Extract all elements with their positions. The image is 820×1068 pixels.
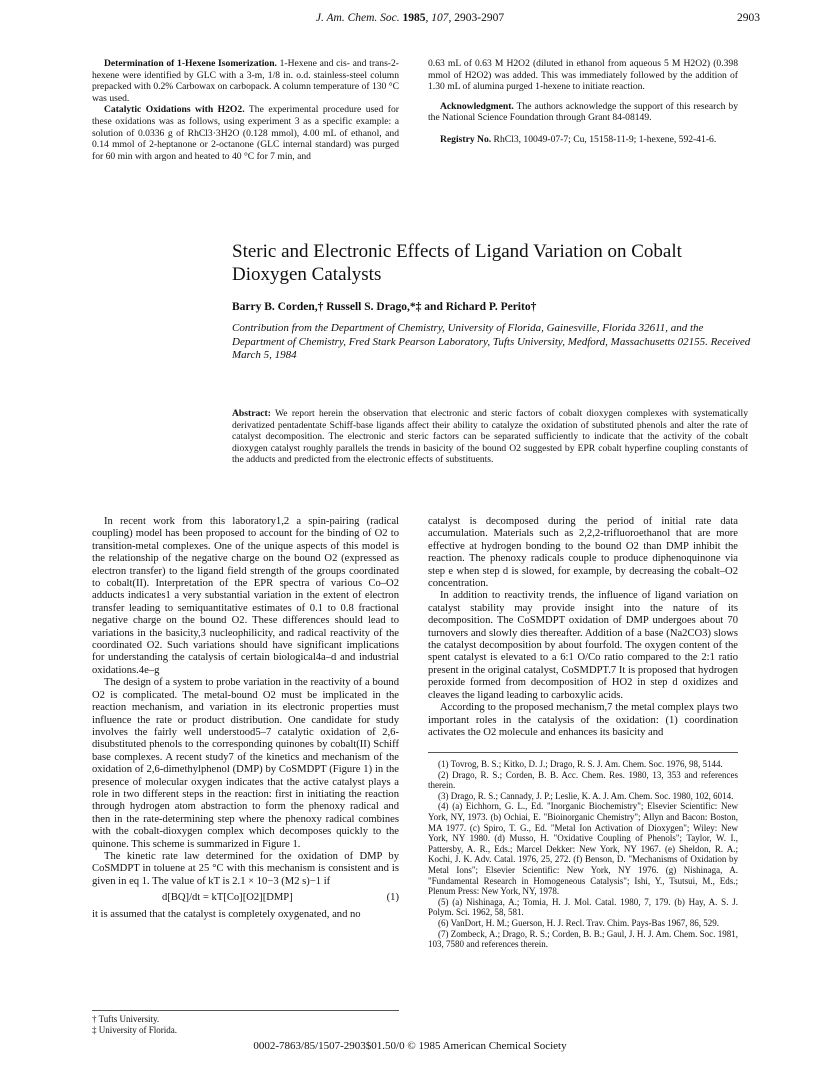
article-title: Steric and Electronic Effects of Ligand Variation on Cobalt Dioxygen Catalysts <box>232 241 682 285</box>
acknowledgment <box>428 101 738 124</box>
paragraph: it is assumed that the catalyst is completely oxygenated, and no <box>92 908 361 920</box>
reference-item: (6) VanDort, H. M.; Guerson, H. J. Recl. Trav. Chim. Pays-Bas 1967, 86, 529. <box>438 917 719 928</box>
abstract <box>232 408 748 466</box>
paragraph <box>92 104 399 162</box>
journal-citation: J. Am. Chem. Soc. 1985, 107, 2903-2907 <box>315 12 505 24</box>
references <box>428 752 738 950</box>
section-heading: Registry No. <box>440 133 492 145</box>
paragraph-text: The authors acknowledge the support of this research by the National Science Foundation through Grant 84-08149. <box>428 100 738 124</box>
paragraph-text: The experimental procedure used for these oxidations was as follows, using experiment 3 as a specific example: a solution of 0.0336 g of RhCl3·3H2O (0.128 mmol), 4.00 mL of ethanol, and 0.14 mmol of 2-heptanone or 2-octanone (GLC internal standard) was purged for 60 min with argon and heated to 40 °C for 7 min, and <box>92 104 399 162</box>
registry-numbers <box>428 134 738 146</box>
running-head <box>0 12 820 28</box>
section-heading: Acknowledgment. <box>440 100 514 112</box>
paragraph <box>92 58 399 104</box>
affiliation: Contribution from the Department of Chemistry, University of Florida, Gainesville, Florida 32611, and the Department of Chemistry, Fred Stark Pearson Laboratory, Tufts University, Medford, Massachusetts 02155. Received March 5, 1984 <box>232 322 751 361</box>
paragraph-text: 1-Hexene and cis- and trans-2-hexene were identified by GLC with a 3-m, 1/8 in. o.d. stainless-steel column prepacked with 0.2% Carbowax on carbopack. A column temperature of 130 °C was used. <box>92 58 399 104</box>
paragraph: The kinetic rate law determined for the oxidation of DMP by CoSMDPT in toluene at 25 °C with this mechanism is consistent and is given in eq 1. The value of kT is 2.1 × 10−3 (M2 s)−1 if <box>92 850 399 887</box>
body-right-column <box>428 516 738 739</box>
paragraph: 0.63 mL of 0.63 M H2O2 (diluted in ethanol from aqueous 5 M H2O2) (0.398 mmol of H2O2) was added. This was immediately followed by the addition of 1.30 mL of alumina purged 1-hexene to initiate reaction. <box>428 58 738 93</box>
equation-number: (1) <box>386 892 399 904</box>
reference-item: (5) (a) Nishinaga, A.; Tomia, H. J. Mol. Catal. 1980, 7, 179. (b) Hay, A. S. J. Polym. Sci. 1962, 58, 581. <box>428 896 738 918</box>
author-list: Barry B. Corden,† Russell S. Drago,*‡ and Richard P. Perito† <box>232 301 537 313</box>
equation-expression: d[BQ]/dt = kT[Co][O2][DMP] <box>162 892 293 904</box>
reference-item: (3) Drago, R. S.; Cannady, J. P.; Leslie, K. A. J. Am. Chem. Soc. 1980, 102, 6014. <box>438 790 734 801</box>
paragraph: According to the proposed mechanism,7 the metal complex plays two important roles in the catalysis of the oxidation: (1) coordination activates the O2 molecule and enhances its basicity and <box>428 702 738 738</box>
author-footnotes <box>92 1010 399 1035</box>
paragraph: The design of a system to probe variation in the reactivity of a bound O2 is complicated. The metal-bound O2 must be implicated in the reaction mechanism, and variation in its electronic properties must influence the rate or product distribution. One candidate for study involves the fairly well understood5–7 catalytic oxidation of 2,6-disubstituted phenols to the corresponding quinones by cobalt(II) Schiff base complexes. A recent study7 of the kinetics and mechanism of the oxidation of 2,6-dimethylphenol (DMP) by CoSMDPT (Figure 1) in the presence of molecular oxygen indicates that the active catalyst plays a role in two different steps in the reaction: first in initiating the reaction through hydrogen atom abstraction to form the phenoxy radical and then in the rate-determining step where the phenoxy radical combines with the cobalt-dioxygen complex which decomposes quickly to the quinone. This scheme is summarized in Figure 1. <box>92 677 399 850</box>
abstract-text: We report herein the observation that electronic and steric factors of cobalt dioxygen complexes with systematically derivatized pentadentate Schiff-base ligands affect their ability to catalyze the oxidation of substituted phenols and alter the rate of catalyst decomposition. The electronic and steric factors can be separated sufficiently to indicate that the activity of the cobalt dioxygen catalyst roughly parallels the trends in basicity of the bound O2 suggested by EPR cobalt hyperfine coupling constants of the adducts and predicted from the electronic effects of substituents. <box>232 408 748 466</box>
reference-item: (4) (a) Eichhorn, G. L., Ed. "Inorganic Biochemistry"; Elsevier Scientific: New York, NY, 1973. (b) Ochiai, E. "Bioinorganic Chemistry"; Allyn and Bacon: Boston, MA 1977. (c) Spiro, T. G., Ed. "Metal Ion Activation of Dioxygen"; Wiley: New York, NY 1980. (d) Musso, H. "Oxidative Coupling of Phenols"; Taylor, W. I., Pattersby, A. R., Eds.; Marcel Dekker: New York, NY 1967. (e) Sheldon, R. A.; Kochi, J. K. Adv. Catal. 1976, 25, 272. (f) Benson, D. "Mechanisms of Oxidation by Metal Ions"; Elsevier Scientific: New York, NY 1976. (g) Nishinaga, A. "Fundamental Research in Homogeneous Catalysis"; Ishi, Y., Tsutsui, M., Eds.; Plenum Press: New York, NY, 1978. <box>428 801 738 897</box>
paragraph-text: RhCl3, 10049-07-7; Cu, 15158-11-9; 1-hexene, 592-41-6. <box>491 133 717 145</box>
section-heading: Determination of 1-Hexene Isomerization. <box>104 58 277 69</box>
previous-article-left-column <box>92 58 399 162</box>
paragraph: catalyst is decomposed during the period of initial rate data accumulation. Materials such as 2,2,2-trifluoroethanol that are more effective at hydrogen bonding to the bound O2 than DMP inhibit the reaction. The phenoxy radicals couple to produce diphenoquinone via step e when step d is slowed, for example, by decreasing the cobalt–O2 concentration. <box>428 516 738 590</box>
section-heading: Catalytic Oxidations with H2O2. <box>104 104 245 116</box>
journal-pages: 2903-2907 <box>454 12 505 24</box>
paragraph: In recent work from this laboratory1,2 a spin-pairing (radical coupling) model has been proposed to account for the binding of O2 to transition-metal complexes. One of the unique aspects of this model is the relationship of the negative charge on the bound O2 (expressed as electron transfer) to the ligand field strength of the groups coordinated to cobalt(II). Interpretation of the EPR spectra of various Co–O2 adducts indicates1 a very substantial variation in the extent of electron transfer leading to semiquantitative estimates of 0.1 to 0.8 fractional negative charge on the bound O2. These differences should lead to variations in the basicity,3 nucleophilicity, and radical reactivity of the coordinated O2. Such variations should have significant implications for understanding the catalysis of certain biological4a–d and industrial oxidations.4e–g <box>92 516 399 676</box>
journal-volume: 107, <box>431 12 452 24</box>
journal-name: J. Am. Chem. Soc. <box>315 12 400 24</box>
journal-year: 1985 <box>402 12 426 24</box>
equation <box>162 892 399 904</box>
article-header <box>232 240 752 363</box>
reference-item: (2) Drago, R. S.; Corden, B. B. Acc. Chem. Res. 1980, 13, 353 and references therein. <box>428 769 738 791</box>
body-left-column <box>92 516 399 921</box>
copyright-footer: 0002-7863/85/1507-2903$01.50/0 © 1985 American Chemical Society <box>253 1040 567 1052</box>
page-number: 2903 <box>737 12 760 24</box>
footnote-item: ‡ University of Florida. <box>92 1024 177 1035</box>
reference-item: (1) Tovrog, B. S.; Kitko, D. J.; Drago, R. S. J. Am. Chem. Soc. 1976, 98, 5144. <box>438 759 723 769</box>
previous-article-right-column <box>428 58 738 146</box>
footnote-item: † Tufts University. <box>92 1014 160 1024</box>
reference-item: (7) Zombeck, A.; Drago, R. S.; Corden, B. B.; Gaul, J. H. J. Am. Chem. Soc. 1981, 103, 7580 and references therein. <box>428 928 738 950</box>
abstract-label: Abstract: <box>232 408 271 419</box>
paragraph: In addition to reactivity trends, the influence of ligand variation on catalyst stability may provide insight into the nature of its decomposition. The CoSMDPT oxidation of DMP undergoes about 70 turnovers and slowly dies thereafter. Addition of a base (Na2CO3) slows the catalyst decomposition by about fourfold. The oxygen content of the spent catalyst is elevated to a 6:1 O/Co ratio compared to the 2:1 ratio present in the original catalyst, CoSMDPT.7 It is proposed that hydrogen peroxide formed from decomposition of HO2 in step d oxidizes and cleaves the ligand leading to carboxylic acids. <box>428 590 738 701</box>
